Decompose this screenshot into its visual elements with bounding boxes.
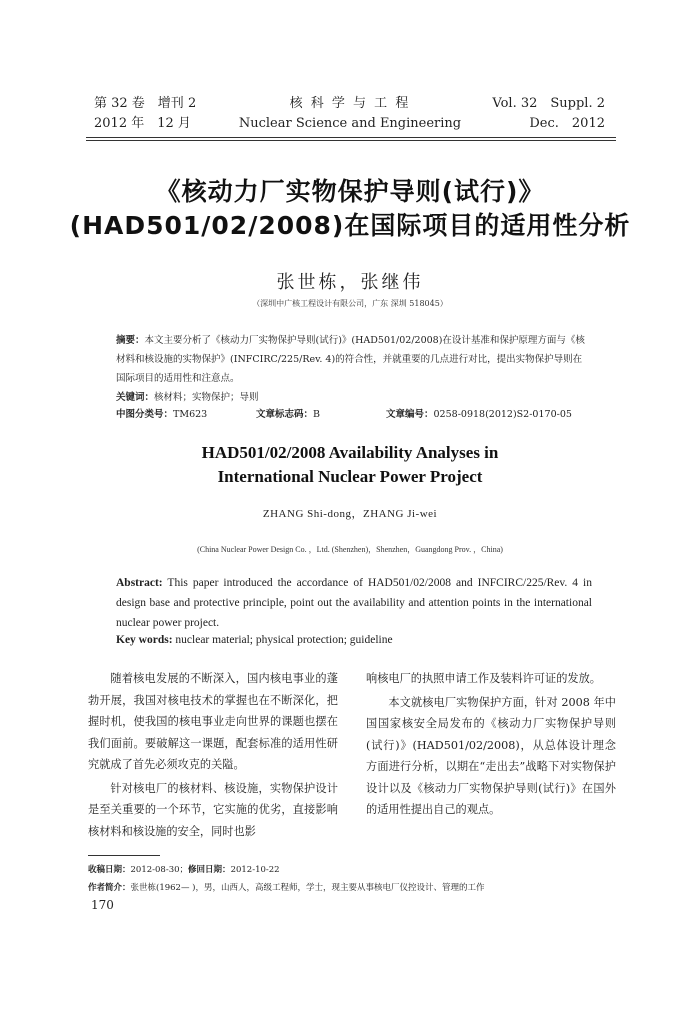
- header-volume: 第 32 卷 增刊 2: [94, 96, 197, 111]
- bio-text: 张世栋(1962— )，男，山西人，高级工程师，学士，现主要从事核电厂仪控设计、管理的工作: [130, 883, 485, 893]
- footnote-dates: [88, 862, 280, 879]
- abstract-en: [116, 573, 592, 633]
- footnote-rule: [88, 855, 160, 856]
- clc-label: 中图分类号：: [116, 409, 174, 420]
- authors-zh: 张世栋，张继伟: [276, 272, 424, 293]
- received-label: 收稿日期：: [88, 865, 131, 875]
- abstract-zh-label: 摘要：: [116, 335, 145, 346]
- affiliation-en: (China Nuclear Power Design Co. ，Ltd. (Shenzhen)，Shenzhen，Guangdong Prov. ，China): [197, 545, 503, 554]
- footnote-author-bio: [88, 880, 618, 897]
- affiliation-zh: （深圳中广核工程设计有限公司，广东 深圳 518045）: [252, 299, 448, 308]
- body-left-column: [88, 668, 338, 844]
- received-date: 2012-08-30: [130, 865, 180, 875]
- abstract-en-text: This paper introduced the accordance of HAD501/02/2008 and INFCIRC/225/Rev. 4 in design base and protective principle, point out the availability and attention points in the international nuclear power project.: [116, 577, 592, 629]
- abstract-zh: [116, 331, 590, 388]
- header-rule-bottom: [86, 140, 616, 141]
- article-no-label: 文章编号：: [386, 409, 434, 420]
- clc-group: [116, 405, 207, 424]
- doc-code-group: [256, 405, 320, 424]
- keywords-en: [116, 630, 592, 650]
- header-journal-en: Nuclear Science and Engineering: [238, 116, 462, 131]
- title-zh-line1: 《核动力厂实物保护导则(试行)》: [155, 177, 545, 206]
- authors-en: ZHANG Shi-dong，ZHANG Ji-wei: [262, 508, 438, 520]
- article-no-value: 0258-0918(2012)S2-0170-05: [433, 409, 572, 420]
- revised-date: 2012-10-22: [230, 865, 280, 875]
- doc-code-value: B: [313, 409, 320, 420]
- header-date-en: Dec. 2012: [529, 116, 605, 131]
- keywords-en-label: Key words:: [116, 634, 173, 646]
- body-left-paragraph-1: 随着核电发展的不断深入，国内核电事业的蓬勃开展，我国对核电技术的掌握也在不断深化，把握时机，使我国的核电事业走向世界的课题也摆在我们面前。要破解这一课题，配套标准的适用性研究就成了首先必须攻克的关隘。: [88, 672, 338, 771]
- header-rule-top: [86, 137, 616, 138]
- revised-label: 修回日期：: [188, 865, 231, 875]
- body-right-paragraph-1: 响核电厂的执照申请工作及装料许可证的发放。: [366, 672, 601, 685]
- title-en-line1: HAD501/02/2008 Availability Analyses in: [201, 443, 499, 462]
- header-journal-zh: 核 科 学 与 工 程: [289, 96, 411, 111]
- dates-separator: ；: [179, 865, 189, 875]
- article-no-group: [386, 405, 572, 424]
- doc-code-label: 文章标志码：: [256, 409, 314, 420]
- title-zh-line2: (HAD501/02/2008)在国际项目的适用性分析: [69, 211, 631, 240]
- abstract-zh-text: 本文主要分析了《核动力厂实物保护导则(试行)》(HAD501/02/2008)在设计基准和保护原理方面与《核材料和核设施的实物保护》(INFCIRC/225/Rev. 4)的符合性，并就重要的几点进行对比，提出实物保护导则在国际项目的适用性和注意点。: [116, 335, 585, 384]
- body-left-paragraph-2: 针对核电厂的核材料、核设施，实物保护设计是至关重要的一个环节，它实施的优劣，直接影响核材料和核设施的安全，同时也影: [88, 781, 338, 838]
- clc-value: TM623: [173, 409, 208, 420]
- keywords-en-text: nuclear material; physical protection; guideline: [172, 634, 393, 646]
- body-right-column: [366, 668, 616, 823]
- header-date: 2012 年 12 月: [94, 116, 191, 131]
- title-en-line2: International Nuclear Power Project: [217, 467, 483, 486]
- header-volume-en: Vol. 32 Suppl. 2: [492, 96, 605, 111]
- body-right-paragraph-2: 本文就核电厂实物保护方面，针对 2008 年中国国家核安全局发布的《核动力厂实物保护导则(试行)》(HAD501/02/2008)，从总体设计理念方面进行分析，以期在“走出去”战略下对实物保护设计以及《核动力厂实物保护导则(试行)》在国外的适用性提出自己的观点。: [366, 695, 616, 816]
- bio-label: 作者简介：: [88, 883, 131, 893]
- abstract-en-label: Abstract:: [116, 577, 163, 589]
- keywords-zh-label: 关键词：: [116, 392, 155, 403]
- keywords-zh-text: 核材料；实物保护；导则: [154, 392, 259, 403]
- page-number: 170: [91, 898, 114, 912]
